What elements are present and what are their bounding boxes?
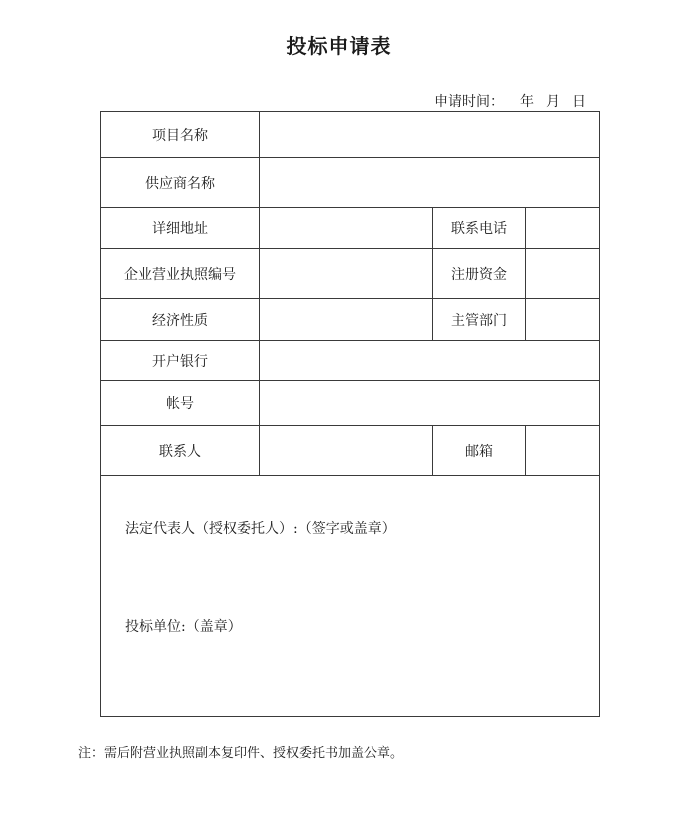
capital-label: 注册资金 xyxy=(433,249,526,299)
date-month-label: 月 xyxy=(546,94,560,110)
date-year-label: 年 xyxy=(520,94,534,110)
application-date xyxy=(434,91,586,111)
contact-field[interactable] xyxy=(260,426,433,476)
contact-label: 联系人 xyxy=(101,426,260,476)
capital-field[interactable] xyxy=(526,249,600,299)
address-label: 详细地址 xyxy=(101,208,260,249)
address-field[interactable] xyxy=(260,208,433,249)
footnote: 注：需后附营业执照副本复印件、授权委托书加盖公章。 xyxy=(78,746,404,761)
account-field[interactable] xyxy=(260,381,600,426)
phone-label: 联系电话 xyxy=(433,208,526,249)
supervisor-field[interactable] xyxy=(526,299,600,341)
page-title: 投标申请表 xyxy=(286,34,392,58)
application-form-table xyxy=(100,111,600,717)
license-number-field[interactable] xyxy=(260,249,433,299)
supervisor-label: 主管部门 xyxy=(433,299,526,341)
legal-representative-label: 法定代表人（授权委托人）:（签字或盖章） xyxy=(125,521,396,537)
bidder-stamp-label: 投标单位:（盖章） xyxy=(125,619,242,635)
license-number-label: 企业营业执照编号 xyxy=(101,249,260,299)
supplier-name-field[interactable] xyxy=(260,158,600,208)
phone-field[interactable] xyxy=(526,208,600,249)
account-label: 帐号 xyxy=(101,381,260,426)
email-field[interactable] xyxy=(526,426,600,476)
email-label: 邮箱 xyxy=(433,426,526,476)
economic-type-field[interactable] xyxy=(260,299,433,341)
bank-label: 开户银行 xyxy=(101,341,260,381)
bank-field[interactable] xyxy=(260,341,600,381)
date-day-label: 日 xyxy=(572,94,586,110)
economic-type-label: 经济性质 xyxy=(101,299,260,341)
project-name-label: 项目名称 xyxy=(101,112,260,158)
supplier-name-label: 供应商名称 xyxy=(101,158,260,208)
signature-area[interactable] xyxy=(101,476,600,717)
project-name-field[interactable] xyxy=(260,112,600,158)
date-label: 申请时间： xyxy=(434,94,504,110)
